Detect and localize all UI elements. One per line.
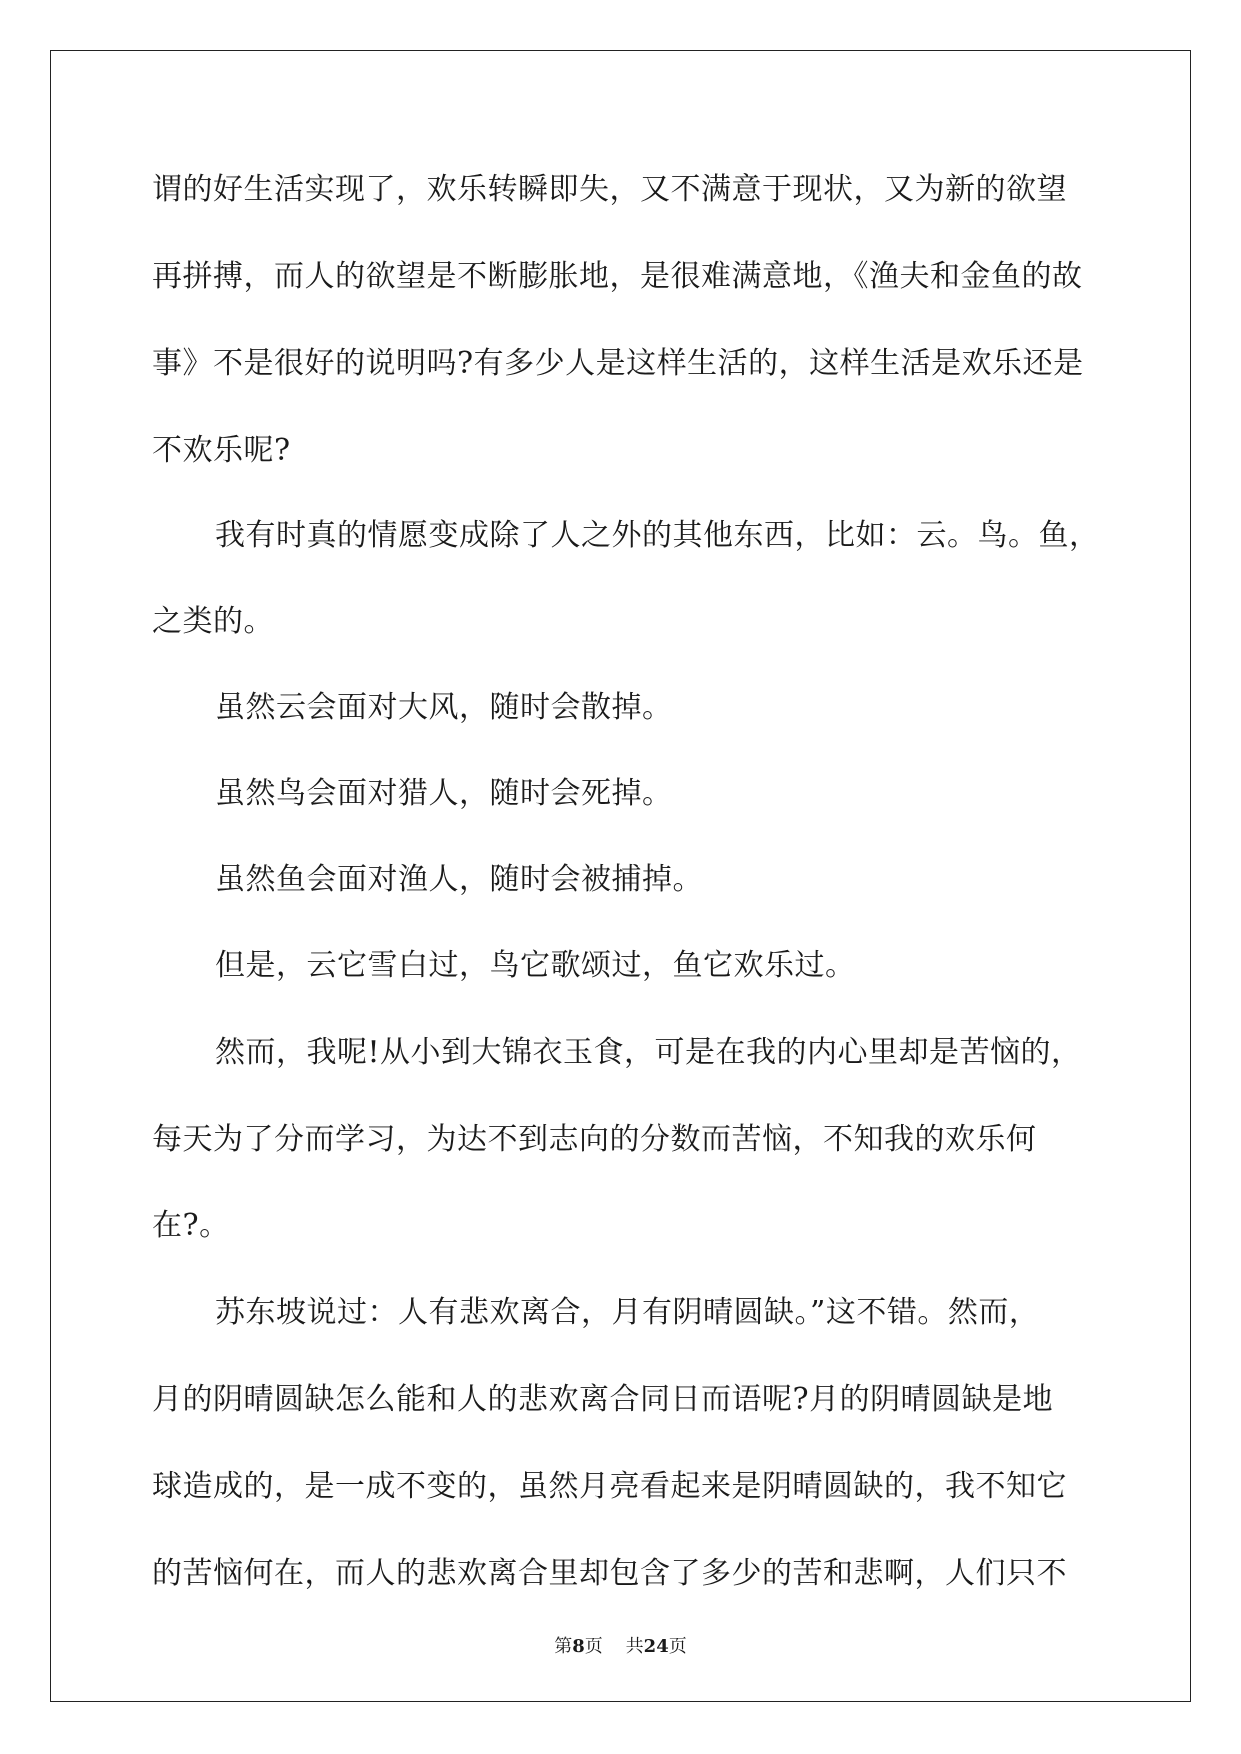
text-line: 事》不是很好的说明吗?有多少人是这样生活的，这样生活是欢乐还是 [152, 346, 1084, 381]
text-line: 再拼搏，而人的欲望是不断膨胀地，是很难满意地，《渔夫和金鱼的故 [152, 259, 1083, 294]
current-page-number: 8 [572, 1636, 585, 1657]
footer-prefix: 第 [554, 1636, 573, 1657]
text-line: 球造成的，是一成不变的，虽然月亮看起来是阴晴圆缺的，我不知它 [152, 1469, 1067, 1504]
text-line: 但是，云它雪白过，鸟它歌颂过，鱼它欢乐过。 [215, 948, 856, 983]
text-line: 在?。 [152, 1208, 230, 1243]
footer-total-prefix: 共 [625, 1636, 644, 1657]
text-line: 不欢乐呢? [152, 433, 291, 468]
footer-total-suffix: 页 [668, 1636, 687, 1657]
text-line: 每天为了分而学习，为达不到志向的分数而苦恼，不知我的欢乐何 [152, 1122, 1037, 1157]
text-line: 苏东坡说过：人有悲欢离合，月有阴晴圆缺。”这不错。然而， [215, 1295, 1040, 1330]
text-line: 虽然鸟会面对猎人，随时会死掉。 [215, 776, 673, 811]
text-line: 的苦恼何在，而人的悲欢离合里却包含了多少的苦和悲啊，人们只不 [152, 1556, 1067, 1591]
page-footer [0, 1632, 1241, 1658]
total-page-count: 24 [643, 1636, 669, 1657]
text-line: 之类的。 [152, 604, 274, 639]
text-line: 虽然云会面对大风，随时会散掉。 [215, 690, 673, 725]
text-line: 月的阴晴圆缺怎么能和人的悲欢离合同日而语呢?月的阴晴圆缺是地 [152, 1382, 1054, 1417]
text-line: 谓的好生活实现了，欢乐转瞬即失，又不满意于现状，又为新的欲望 [152, 172, 1067, 207]
footer-page-suffix: 页 [584, 1636, 603, 1657]
text-line: 我有时真的情愿变成除了人之外的其他东西，比如：云。鸟。鱼， [215, 518, 1100, 553]
text-line: 虽然鱼会面对渔人，随时会被捕掉。 [215, 862, 703, 897]
text-line: 然而，我呢!从小到大锦衣玉食，可是在我的内心里却是苦恼的， [215, 1035, 1082, 1070]
